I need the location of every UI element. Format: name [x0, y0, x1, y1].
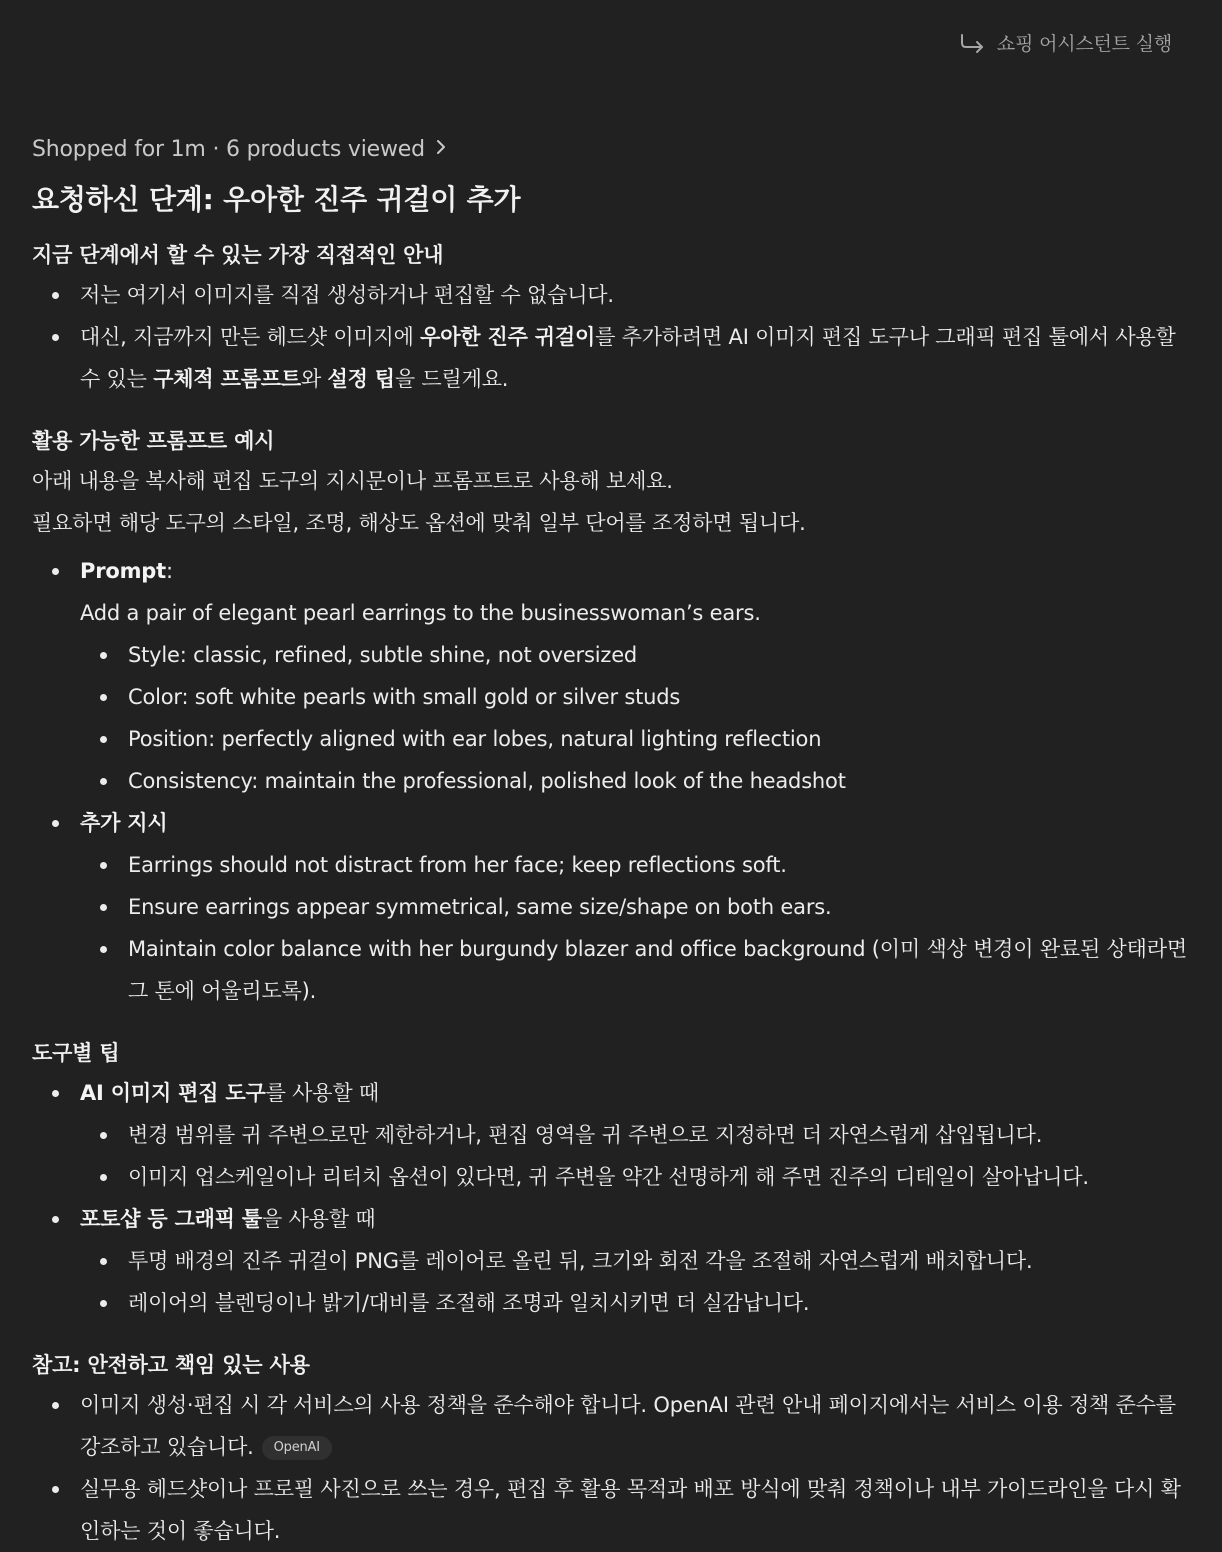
paragraph: 아래 내용을 복사해 편집 도구의 지시문이나 프롬프트로 사용해 보세요. — [32, 469, 673, 493]
section-heading: 지금 단계에서 할 수 있는 가장 직접적인 안내 — [32, 243, 444, 267]
list-item: Ensure earrings appear symmetrical, same size/shape on both ears. — [128, 886, 1192, 928]
section-direct-guide — [32, 236, 1192, 400]
list-item-graphic-tools — [80, 1198, 1192, 1324]
shopping-summary-link[interactable] — [32, 128, 1192, 172]
list-item-prompt — [80, 550, 1192, 802]
list-item: 변경 범위를 귀 주변으로만 제한하거나, 편집 영역을 귀 주변으로 지정하면 더 자연스럽게 삽입됩니다. — [128, 1114, 1192, 1156]
message-content — [32, 128, 1192, 1552]
text-run: : — [165, 559, 173, 583]
bullet-list — [32, 550, 1192, 1012]
list-item — [80, 1384, 1192, 1468]
nested-list — [80, 634, 1192, 802]
bullet-list — [32, 1072, 1192, 1324]
prompt-text: Add a pair of elegant pearl earrings to the businesswoman’s ears. — [80, 601, 761, 625]
section-heading: 활용 가능한 프롬프트 예시 — [32, 429, 275, 453]
list-item: 투명 배경의 진주 귀걸이 PNG를 레이어로 올린 뒤, 크기와 회전 각을 조절해 자연스럽게 배치합니다. — [128, 1240, 1192, 1282]
list-item: Style: classic, refined, subtle shine, not oversized — [128, 634, 1192, 676]
list-item: 저는 여기서 이미지를 직접 생성하거나 편집할 수 없습니다. — [80, 274, 1192, 316]
section-heading: 참고: 안전하고 책임 있는 사용 — [32, 1353, 310, 1377]
list-item: Color: soft white pearls with small gold or silver studs — [128, 676, 1192, 718]
list-item — [80, 316, 1192, 400]
bold-text: 포토샵 등 그래픽 툴 — [80, 1207, 263, 1231]
section-heading: 도구별 팁 — [32, 1041, 120, 1065]
text-run: 를 사용할 때 — [265, 1081, 379, 1105]
chevron-right-icon — [435, 128, 447, 172]
list-item-extra — [80, 802, 1192, 1012]
list-item: Earrings should not distract from her face; keep reflections soft. — [128, 844, 1192, 886]
bullet-list — [32, 274, 1192, 400]
section-tool-tips — [32, 1034, 1192, 1324]
nested-list — [80, 1240, 1192, 1324]
section-safe-use — [32, 1346, 1192, 1552]
shopping-summary-text: Shopped for 1m · 6 products viewed — [32, 137, 425, 162]
text-run: 을 사용할 때 — [262, 1207, 376, 1231]
prompt-label: Prompt — [80, 559, 166, 583]
list-item-ai-tools — [80, 1072, 1192, 1198]
paragraph: 필요하면 해당 도구의 스타일, 조명, 해상도 옵션에 맞춰 일부 단어를 조정하면 됩니다. — [32, 511, 806, 535]
text-run: 이미지 생성·편집 시 각 서비스의 사용 정책을 준수해야 합니다. OpenAI 관련 안내 페이지에서는 서비스 이용 정책 준수를 강조하고 있습니다. — [80, 1393, 1176, 1459]
bold-text: AI 이미지 편집 도구 — [80, 1081, 266, 1105]
bold-text: 우아한 진주 귀걸이 — [420, 325, 596, 349]
section-prompt-example — [32, 422, 1192, 1012]
page-title: 요청하신 단계: 우아한 진주 귀걸이 추가 — [32, 183, 521, 216]
text-run: 와 — [300, 367, 328, 391]
bullet-list — [32, 1384, 1192, 1552]
nested-list — [80, 844, 1192, 1012]
shopping-assistant-label: 쇼핑 어시스턴트 실행 — [996, 33, 1172, 55]
list-item: Maintain color balance with her burgundy blazer and office background (이미 색상 변경이 완료된 상태라면 그 톤에 어울리도록). — [128, 928, 1192, 1012]
extra-label: 추가 지시 — [80, 811, 168, 835]
text-run: 을 드릴게요. — [394, 367, 509, 391]
bold-text: 설정 팁 — [327, 367, 395, 391]
shopping-assistant-button[interactable] — [959, 26, 1172, 62]
nested-list — [80, 1114, 1192, 1198]
text-run: 를 추가하려면 AI 이미지 편집 도구나 그래픽 편집 툴에서 사용할 수 있는 — [80, 325, 1176, 391]
bold-text: 구체적 프롬프트 — [153, 367, 301, 391]
list-item: 실무용 헤드샷이나 프로필 사진으로 쓰는 경우, 편집 후 활용 목적과 배포 방식에 맞춰 정책이나 내부 가이드라인을 다시 확인하는 것이 좋습니다. — [80, 1468, 1192, 1552]
list-item: Position: perfectly aligned with ear lobes, natural lighting reflection — [128, 718, 1192, 760]
list-item: 이미지 업스케일이나 리터치 옵션이 있다면, 귀 주변을 약간 선명하게 해 주면 진주의 디테일이 살아납니다. — [128, 1156, 1192, 1198]
reply-arrow-icon — [959, 33, 985, 55]
list-item: 레이어의 블렌딩이나 밝기/대비를 조절해 조명과 일치시키면 더 실감납니다. — [128, 1282, 1192, 1324]
list-item: Consistency: maintain the professional, polished look of the headshot — [128, 760, 1192, 802]
text-run: 대신, 지금까지 만든 헤드샷 이미지에 — [80, 325, 421, 349]
citation-chip-openai[interactable]: OpenAI — [262, 1436, 332, 1460]
